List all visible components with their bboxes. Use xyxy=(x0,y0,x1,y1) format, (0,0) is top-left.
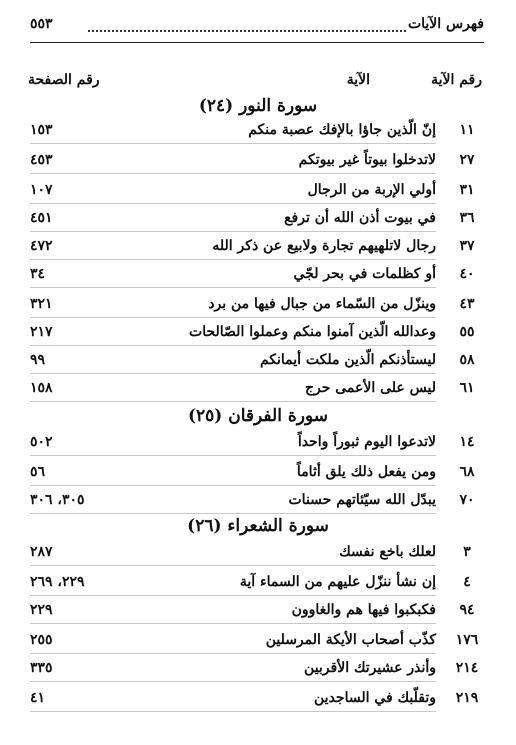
ayah-number: ٣١ xyxy=(459,182,475,198)
ayah-text: إنّ الّذين جاؤا بالإفك عصبة منكم xyxy=(248,122,436,138)
ayah-text: لعلك باخع نفسك xyxy=(339,544,436,560)
ayah-text: لاتدخلوا بيوتاً غير بيوتكم xyxy=(298,152,436,168)
ayah-number: ٣ xyxy=(463,544,471,560)
row-divider xyxy=(30,173,436,174)
surah-heading: سورة الفرقان (٢٥) xyxy=(187,406,328,426)
row-divider xyxy=(30,231,436,232)
index-row xyxy=(30,266,482,290)
page-reference: ٣٠٥، ٣٠٦ xyxy=(30,492,85,508)
row-divider xyxy=(30,565,436,566)
index-row xyxy=(30,602,482,626)
index-row xyxy=(30,352,482,376)
ayah-text: لاتدعوا اليوم ثبوراً واحداً xyxy=(297,434,436,450)
page-reference: ٤١ xyxy=(30,690,46,706)
ayah-number: ١٧٦ xyxy=(455,632,479,648)
ayah-number: ١١ xyxy=(459,122,475,138)
index-row xyxy=(30,690,482,714)
page-reference: ١٠٧ xyxy=(30,182,53,198)
row-divider xyxy=(30,287,436,288)
page-reference: ٥٠٢ xyxy=(30,434,53,450)
index-row xyxy=(30,434,482,458)
page-reference: ٣٣٥ xyxy=(30,660,53,676)
page-reference: ٤٥٣ xyxy=(30,152,53,168)
index-row xyxy=(30,210,482,234)
surah-heading: سورة النور (٢٤) xyxy=(198,96,318,116)
row-divider xyxy=(30,485,436,486)
row-divider xyxy=(30,711,436,712)
row-divider xyxy=(30,513,436,514)
ayah-text: فكبكبوا فيها هم والغاوون xyxy=(291,602,436,618)
ayah-number: ٧٠ xyxy=(459,492,475,508)
ayah-text: رجال لاتلهيهم تجارة ولابيع عن ذكر الله xyxy=(212,238,436,254)
ayah-number: ٥٨ xyxy=(459,352,475,368)
ayah-number: ٦٨ xyxy=(459,464,475,480)
page-reference: ٣٢١ xyxy=(30,296,53,312)
ayah-number: ٦١ xyxy=(459,380,475,396)
ayah-text: وعدالله الّذين آمنوا منكم وعملوا الصّالحات xyxy=(189,324,436,340)
page-header xyxy=(30,14,484,43)
ayah-number: ١٤ xyxy=(459,434,475,450)
index-row xyxy=(30,464,482,488)
ayah-text: أو كظلمات في بحر لجّي xyxy=(293,266,436,282)
index-row xyxy=(30,152,482,176)
row-divider xyxy=(30,455,436,456)
row-divider xyxy=(30,345,436,346)
index-row xyxy=(30,122,482,146)
column-headers xyxy=(28,72,482,94)
page-reference: ٢٢٩، ٢٦٩ xyxy=(30,574,85,590)
page-reference: ٢٥٥ xyxy=(30,632,53,648)
index-row xyxy=(30,492,482,516)
index-row xyxy=(30,380,482,404)
ayah-text: في بيوت أذن الله أن ترفع xyxy=(284,210,436,226)
row-divider xyxy=(30,373,436,374)
ayah-number: ٢٧ xyxy=(459,152,475,168)
page-reference: ٤٧٢ xyxy=(30,238,53,254)
ayah-number: ٤٣ xyxy=(459,296,475,312)
index-row xyxy=(30,182,482,206)
ayah-text: وأنذر عشيرتك الأقربين xyxy=(304,660,436,676)
page-reference: ٢٢٩ xyxy=(30,602,53,618)
index-row xyxy=(30,544,482,568)
ayah-number: ٢١٩ xyxy=(455,690,479,706)
index-row xyxy=(30,324,482,348)
ayah-number: ٢١٤ xyxy=(455,660,479,676)
ayah-number: ٩٤ xyxy=(459,602,475,618)
column-header-ayah-number: رقم الآية xyxy=(431,72,482,88)
index-row xyxy=(30,632,482,656)
ayah-text: ليستأذنكم الّذين ملكت أيمانكم xyxy=(259,352,436,368)
ayah-text: أولي الإربة من الرجال xyxy=(307,182,436,198)
ayah-text: وينزّل من السّماء من جبال فيها من برد xyxy=(208,296,436,312)
column-header-page: رقم الصفحة xyxy=(28,72,100,88)
ayah-number: ٥٥ xyxy=(459,324,475,340)
page-reference: ٢١٧ xyxy=(30,324,53,340)
index-row xyxy=(30,660,482,684)
header-leader-dots xyxy=(88,30,406,32)
ayah-number: ٤ xyxy=(463,574,471,590)
row-divider xyxy=(30,143,436,144)
row-divider xyxy=(30,203,436,204)
header-title: فهرس الآيات xyxy=(407,16,484,32)
page-reference: ٤٥١ xyxy=(30,210,53,226)
surah-heading: سورة الشعراء (٢٦) xyxy=(187,516,329,536)
page-reference: ١٥٨ xyxy=(30,380,53,396)
ayah-text: ومن يفعل ذلك يلق أثاماً xyxy=(296,464,436,480)
ayah-text: إن نشأ ننزّل عليهم من السماء آية xyxy=(239,574,436,590)
ayah-number: ٣٦ xyxy=(459,210,475,226)
ayah-text: وتقلّبك في الساجدين xyxy=(314,690,436,706)
page-reference: ١٥٣ xyxy=(30,122,53,138)
row-divider xyxy=(30,623,436,624)
row-divider xyxy=(30,681,436,682)
row-divider xyxy=(30,401,436,402)
header-page-number: ٥٥٣ xyxy=(30,16,53,32)
ayah-text: كذّب أصحاب الأيكة المرسلين xyxy=(265,632,436,648)
page-reference: ٩٩ xyxy=(30,352,46,368)
index-row xyxy=(30,238,482,262)
page-reference: ٥٦ xyxy=(30,464,46,480)
index-row xyxy=(30,296,482,320)
row-divider xyxy=(30,595,436,596)
row-divider xyxy=(30,653,436,654)
ayah-number: ٣٧ xyxy=(459,238,475,254)
row-divider xyxy=(30,259,436,260)
page-reference: ٢٨٧ xyxy=(30,544,53,560)
ayah-text: يبدّل الله سيّئاتهم حسنات xyxy=(288,492,436,508)
index-row xyxy=(30,574,482,598)
row-divider xyxy=(30,317,436,318)
page-reference: ٣٤ xyxy=(30,266,46,282)
column-header-ayah: الآية xyxy=(346,72,370,88)
ayah-number: ٤٠ xyxy=(459,266,475,282)
ayah-text: ليس على الأعمى حرج xyxy=(304,380,436,396)
